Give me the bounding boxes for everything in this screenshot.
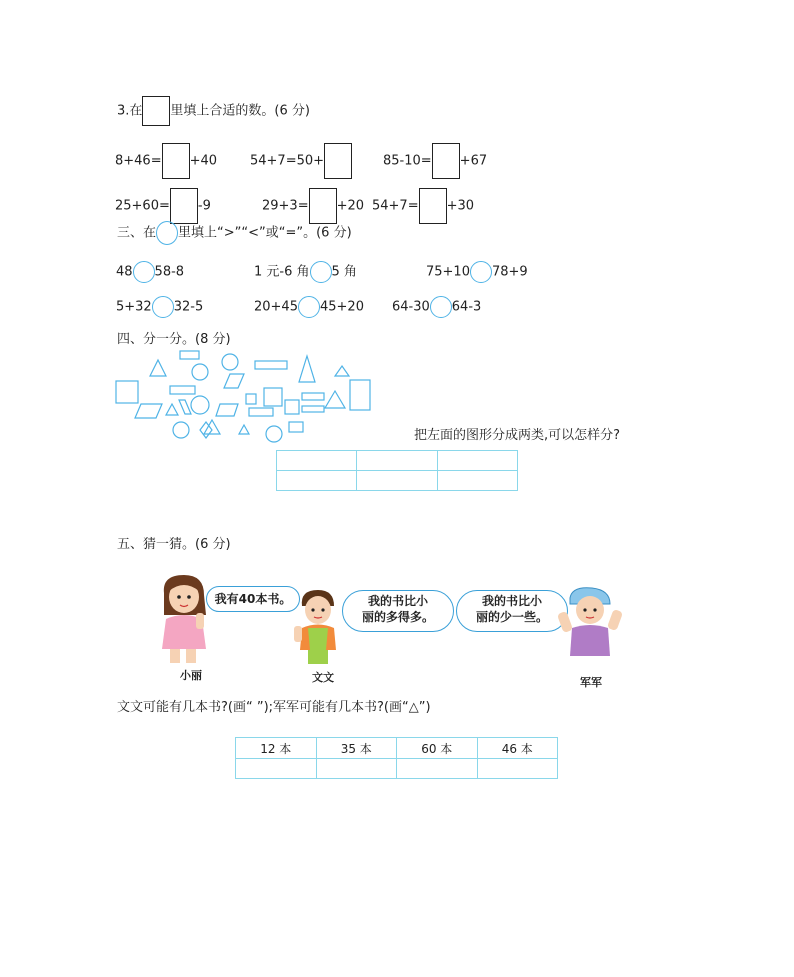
answer-box[interactable]	[309, 188, 337, 224]
circle-shape	[191, 396, 209, 414]
s4-title: 四、分一分。(8 分)	[117, 332, 231, 347]
answer-cell[interactable]	[236, 759, 317, 779]
answer-box[interactable]	[142, 96, 170, 126]
answer-box[interactable]	[170, 188, 198, 224]
compare-circle[interactable]	[310, 261, 332, 283]
s5-question: 文文可能有几本书?(画“ ”);军军可能有几本书?(画“△”)	[117, 700, 431, 715]
q3-eq-2: 54+7=50+	[250, 143, 352, 179]
circle-shape	[222, 354, 238, 370]
option-cell: 35 本	[316, 738, 397, 759]
triangle-shape	[150, 360, 166, 376]
triangle-shape	[335, 366, 349, 376]
q3-eq-1: 8+46= +40	[115, 143, 217, 179]
answer-box[interactable]	[432, 143, 460, 179]
s4-prompt: 把左面的图形分成两类,可以怎样分?	[414, 428, 621, 443]
speech-bubble-2	[342, 590, 454, 632]
answer-box[interactable]	[419, 188, 447, 224]
compare-circle[interactable]	[470, 261, 492, 283]
bubble-3-line-2: 丽的少一些。	[475, 610, 548, 624]
compare-3: 75+10 78+9	[426, 261, 528, 283]
q3-title: 3.在 里填上合适的数。(6 分)	[117, 96, 310, 126]
speech-bubble-3	[456, 590, 568, 632]
girl-xiaoli-illustration	[158, 573, 218, 665]
answer-cell[interactable]	[397, 759, 478, 779]
rectangle-shape	[170, 386, 195, 394]
rectangle-shape	[302, 393, 324, 400]
option-cell: 12 本	[236, 738, 317, 759]
speech-bubble-1: 我有40本书。	[206, 586, 300, 612]
square-shape	[246, 394, 256, 404]
square-shape	[116, 381, 138, 403]
triangle-shape	[325, 391, 345, 408]
answer-box[interactable]	[324, 143, 352, 179]
s5-title: 五、猜一猜。(6 分)	[117, 537, 231, 552]
compare-1: 48 58-8	[116, 261, 184, 283]
triangle-shape	[239, 425, 249, 434]
compare-6: 64-30 64-3	[392, 296, 481, 318]
square-shape	[285, 400, 299, 414]
answer-cell[interactable]	[316, 759, 397, 779]
compare-5: 20+45 45+20	[254, 296, 364, 318]
circle-shape	[192, 364, 208, 380]
table-cell[interactable]	[357, 471, 437, 491]
compare-circle[interactable]	[133, 261, 155, 283]
answer-cell[interactable]	[477, 759, 558, 779]
parallelogram-shape	[135, 404, 162, 418]
boy-junjun-illustration	[556, 584, 626, 666]
table-cell[interactable]	[357, 451, 437, 471]
square-shape	[264, 388, 282, 406]
q3-eq-5: 29+3= +20	[262, 188, 364, 224]
square-shape	[289, 422, 303, 432]
q3-eq-4: 25+60= -9	[115, 188, 211, 224]
rectangle-shape	[180, 351, 199, 359]
triangle-shape	[299, 356, 315, 382]
compare-circle[interactable]	[298, 296, 320, 318]
table-cell[interactable]	[437, 471, 517, 491]
option-cell: 46 本	[477, 738, 558, 759]
compare-4: 5+32 32-5	[116, 296, 203, 318]
circle-blank[interactable]	[156, 221, 178, 245]
rectangle-shape	[302, 406, 324, 412]
table-cell[interactable]	[437, 451, 517, 471]
option-cell: 60 本	[397, 738, 478, 759]
rectangle-shape	[350, 380, 370, 410]
parallelogram-shape	[224, 374, 244, 388]
compare-circle[interactable]	[152, 296, 174, 318]
s3-title: 三、在 里填上“>”“<”或“=”。(6 分)	[117, 221, 352, 245]
table-cell[interactable]	[277, 451, 357, 471]
compare-circle[interactable]	[430, 296, 452, 318]
triangle-shape	[179, 400, 191, 414]
parallelogram-shape	[216, 404, 238, 416]
triangle-shape	[166, 404, 178, 415]
boy-wenwen-illustration	[290, 588, 346, 666]
rectangle-shape	[249, 408, 273, 416]
name-wenwen: 文文	[312, 671, 334, 684]
shapes-figure	[112, 348, 377, 448]
circle-shape	[266, 426, 282, 442]
bubble-3-line-1: 我的书比小	[481, 594, 542, 608]
answer-box[interactable]	[162, 143, 190, 179]
bubble-2-line-1: 我的书比小	[367, 594, 428, 608]
name-xiaoli: 小丽	[180, 669, 202, 682]
q3-eq-3: 85-10= +67	[383, 143, 487, 179]
compare-2: 1 元-6 角 5 角	[254, 261, 357, 283]
circle-shape	[173, 422, 189, 438]
rectangle-shape	[255, 361, 287, 369]
classify-table	[276, 450, 518, 491]
q3-eq-6: 54+7= +30	[372, 188, 474, 224]
name-junjun: 军军	[580, 676, 602, 689]
bubble-2-line-2: 丽的多得多。	[361, 610, 434, 624]
book-options-table	[235, 737, 558, 779]
table-cell[interactable]	[277, 471, 357, 491]
